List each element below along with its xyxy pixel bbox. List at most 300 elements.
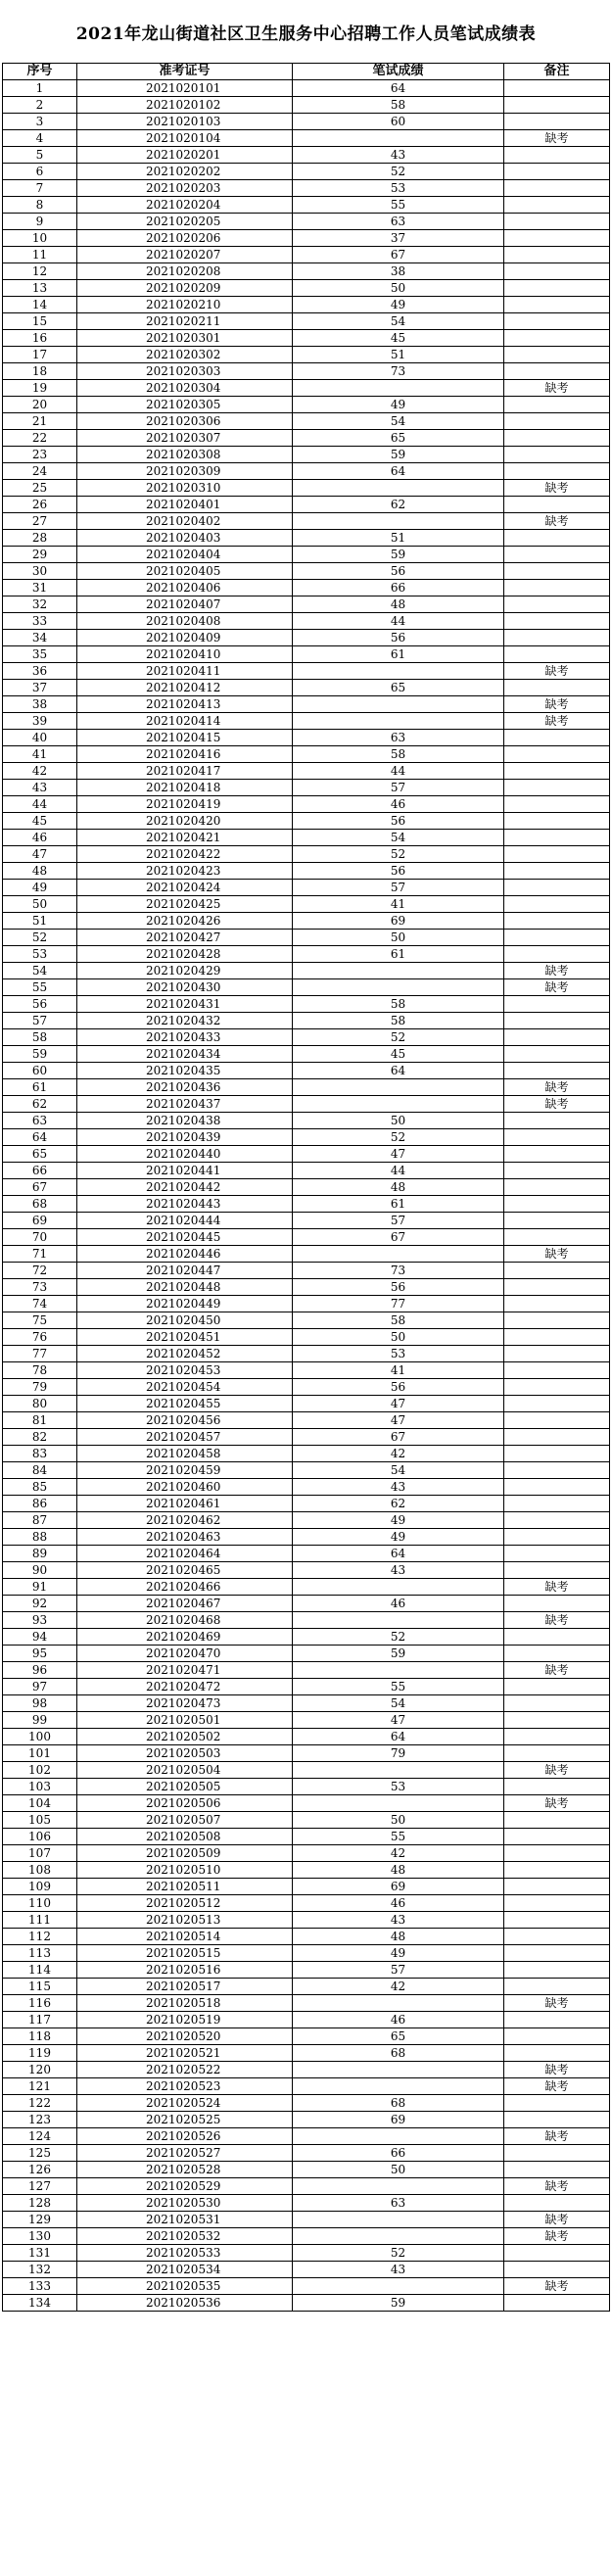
cell-remark bbox=[504, 613, 610, 630]
cell-written-score bbox=[293, 2128, 504, 2145]
cell-ticket-number: 2021020522 bbox=[77, 2062, 293, 2078]
cell-written-score bbox=[293, 979, 504, 996]
cell-remark bbox=[504, 313, 610, 330]
table-row bbox=[3, 1446, 610, 1462]
cell-ticket-number: 2021020501 bbox=[77, 1712, 293, 1729]
table-row bbox=[3, 913, 610, 930]
table-row bbox=[3, 147, 610, 164]
cell-remark bbox=[504, 630, 610, 646]
cell-written-score: 56 bbox=[293, 863, 504, 880]
cell-written-score: 58 bbox=[293, 1312, 504, 1329]
cell-remark bbox=[504, 2245, 610, 2262]
cell-written-score: 41 bbox=[293, 896, 504, 913]
cell-written-score: 65 bbox=[293, 680, 504, 696]
table-row bbox=[3, 996, 610, 1013]
cell-ticket-number: 2021020456 bbox=[77, 1412, 293, 1429]
cell-remark bbox=[504, 846, 610, 863]
cell-ticket-number: 2021020470 bbox=[77, 1646, 293, 1662]
cell-index: 83 bbox=[3, 1446, 77, 1462]
cell-ticket-number: 2021020441 bbox=[77, 1163, 293, 1179]
cell-index: 59 bbox=[3, 1046, 77, 1063]
cell-remark bbox=[504, 2262, 610, 2278]
table-row bbox=[3, 1346, 610, 1362]
cell-remark: 缺考 bbox=[504, 2128, 610, 2145]
table-row bbox=[3, 2012, 610, 2028]
cell-written-score: 47 bbox=[293, 1712, 504, 1729]
table-row bbox=[3, 1596, 610, 1612]
cell-ticket-number: 2021020201 bbox=[77, 147, 293, 164]
cell-remark bbox=[504, 913, 610, 930]
cell-remark bbox=[504, 1629, 610, 1646]
table-row bbox=[3, 596, 610, 613]
cell-ticket-number: 2021020409 bbox=[77, 630, 293, 646]
cell-written-score: 69 bbox=[293, 1879, 504, 1895]
table-row bbox=[3, 1013, 610, 1029]
cell-remark: 缺考 bbox=[504, 1662, 610, 1679]
cell-written-score: 65 bbox=[293, 430, 504, 447]
cell-written-score: 68 bbox=[293, 2095, 504, 2112]
cell-ticket-number: 2021020533 bbox=[77, 2245, 293, 2262]
header-index: 序号 bbox=[3, 64, 77, 80]
cell-ticket-number: 2021020206 bbox=[77, 230, 293, 247]
cell-index: 96 bbox=[3, 1662, 77, 1679]
cell-remark bbox=[504, 2095, 610, 2112]
cell-remark: 缺考 bbox=[504, 480, 610, 497]
table-row bbox=[3, 1529, 610, 1546]
cell-index: 72 bbox=[3, 1263, 77, 1279]
cell-remark bbox=[504, 1679, 610, 1695]
cell-written-score bbox=[293, 963, 504, 979]
table-row bbox=[3, 1462, 610, 1479]
cell-index: 36 bbox=[3, 663, 77, 680]
cell-remark: 缺考 bbox=[504, 1096, 610, 1113]
table-row bbox=[3, 247, 610, 263]
cell-index: 43 bbox=[3, 780, 77, 796]
cell-remark bbox=[504, 1812, 610, 1829]
cell-index: 67 bbox=[3, 1179, 77, 1196]
table-row bbox=[3, 330, 610, 347]
cell-written-score: 57 bbox=[293, 880, 504, 896]
cell-index: 86 bbox=[3, 1496, 77, 1512]
cell-index: 101 bbox=[3, 1745, 77, 1762]
table-row bbox=[3, 830, 610, 846]
cell-ticket-number: 2021020473 bbox=[77, 1695, 293, 1712]
table-row bbox=[3, 297, 610, 313]
cell-index: 74 bbox=[3, 1296, 77, 1312]
table-row bbox=[3, 447, 610, 463]
cell-written-score: 52 bbox=[293, 846, 504, 863]
table-row bbox=[3, 263, 610, 280]
cell-written-score: 49 bbox=[293, 397, 504, 413]
cell-remark bbox=[504, 1346, 610, 1362]
table-row bbox=[3, 646, 610, 663]
table-row bbox=[3, 1695, 610, 1712]
cell-index: 69 bbox=[3, 1213, 77, 1229]
table-row bbox=[3, 2078, 610, 2095]
cell-ticket-number: 2021020468 bbox=[77, 1612, 293, 1629]
cell-ticket-number: 2021020209 bbox=[77, 280, 293, 297]
cell-written-score bbox=[293, 1579, 504, 1596]
cell-index: 46 bbox=[3, 830, 77, 846]
cell-remark bbox=[504, 1412, 610, 1429]
cell-written-score: 57 bbox=[293, 1213, 504, 1229]
table-row bbox=[3, 1562, 610, 1579]
cell-ticket-number: 2021020424 bbox=[77, 880, 293, 896]
cell-written-score: 64 bbox=[293, 1063, 504, 1079]
cell-ticket-number: 2021020307 bbox=[77, 430, 293, 447]
cell-ticket-number: 2021020526 bbox=[77, 2128, 293, 2145]
cell-index: 22 bbox=[3, 430, 77, 447]
cell-ticket-number: 2021020414 bbox=[77, 713, 293, 730]
cell-index: 111 bbox=[3, 1912, 77, 1929]
cell-ticket-number: 2021020503 bbox=[77, 1745, 293, 1762]
cell-written-score: 69 bbox=[293, 2112, 504, 2128]
cell-written-score: 65 bbox=[293, 2028, 504, 2045]
cell-ticket-number: 2021020465 bbox=[77, 1562, 293, 1579]
cell-remark bbox=[504, 680, 610, 696]
cell-written-score bbox=[293, 1762, 504, 1779]
table-row bbox=[3, 547, 610, 563]
table-row bbox=[3, 513, 610, 530]
cell-remark bbox=[504, 497, 610, 513]
cell-remark bbox=[504, 1196, 610, 1213]
cell-written-score: 53 bbox=[293, 1779, 504, 1795]
cell-remark: 缺考 bbox=[504, 1579, 610, 1596]
table-row bbox=[3, 2162, 610, 2178]
cell-ticket-number: 2021020515 bbox=[77, 1945, 293, 1962]
cell-remark bbox=[504, 2195, 610, 2212]
cell-ticket-number: 2021020453 bbox=[77, 1362, 293, 1379]
table-row bbox=[3, 97, 610, 114]
cell-remark bbox=[504, 1845, 610, 1862]
cell-written-score: 56 bbox=[293, 1379, 504, 1396]
table-row bbox=[3, 979, 610, 996]
cell-written-score: 64 bbox=[293, 463, 504, 480]
cell-ticket-number: 2021020528 bbox=[77, 2162, 293, 2178]
table-row bbox=[3, 1196, 610, 1213]
cell-remark bbox=[504, 996, 610, 1013]
cell-ticket-number: 2021020208 bbox=[77, 263, 293, 280]
cell-remark: 缺考 bbox=[504, 2178, 610, 2195]
cell-written-score bbox=[293, 513, 504, 530]
table-row bbox=[3, 796, 610, 813]
cell-ticket-number: 2021020469 bbox=[77, 1629, 293, 1646]
cell-remark bbox=[504, 1013, 610, 1029]
cell-ticket-number: 2021020202 bbox=[77, 164, 293, 180]
cell-remark bbox=[504, 1945, 610, 1962]
cell-index: 99 bbox=[3, 1712, 77, 1729]
table-row bbox=[3, 114, 610, 130]
cell-index: 97 bbox=[3, 1679, 77, 1695]
cell-ticket-number: 2021020536 bbox=[77, 2295, 293, 2312]
cell-written-score: 53 bbox=[293, 1346, 504, 1362]
cell-index: 66 bbox=[3, 1163, 77, 1179]
table-row bbox=[3, 863, 610, 880]
cell-remark bbox=[504, 1446, 610, 1462]
cell-remark bbox=[504, 896, 610, 913]
cell-remark bbox=[504, 830, 610, 846]
cell-remark bbox=[504, 1263, 610, 1279]
cell-written-score bbox=[293, 480, 504, 497]
cell-ticket-number: 2021020452 bbox=[77, 1346, 293, 1362]
cell-remark bbox=[504, 813, 610, 830]
table-row bbox=[3, 746, 610, 763]
cell-index: 132 bbox=[3, 2262, 77, 2278]
cell-written-score: 52 bbox=[293, 2245, 504, 2262]
table-row bbox=[3, 1945, 610, 1962]
cell-written-score: 67 bbox=[293, 1229, 504, 1246]
cell-remark bbox=[504, 1512, 610, 1529]
cell-index: 16 bbox=[3, 330, 77, 347]
cell-index: 115 bbox=[3, 1979, 77, 1995]
table-row bbox=[3, 313, 610, 330]
cell-index: 103 bbox=[3, 1779, 77, 1795]
table-row bbox=[3, 1129, 610, 1146]
cell-remark bbox=[504, 1729, 610, 1745]
table-row bbox=[3, 1762, 610, 1779]
cell-index: 114 bbox=[3, 1962, 77, 1979]
cell-index: 47 bbox=[3, 846, 77, 863]
cell-index: 123 bbox=[3, 2112, 77, 2128]
cell-written-score: 46 bbox=[293, 1895, 504, 1912]
cell-ticket-number: 2021020466 bbox=[77, 1579, 293, 1596]
cell-index: 121 bbox=[3, 2078, 77, 2095]
cell-written-score bbox=[293, 1995, 504, 2012]
cell-index: 90 bbox=[3, 1562, 77, 1579]
table-row bbox=[3, 2245, 610, 2262]
table-row bbox=[3, 1279, 610, 1296]
cell-remark bbox=[504, 263, 610, 280]
table-row bbox=[3, 1329, 610, 1346]
table-row bbox=[3, 1312, 610, 1329]
cell-remark bbox=[504, 863, 610, 880]
table-row bbox=[3, 497, 610, 513]
cell-ticket-number: 2021020436 bbox=[77, 1079, 293, 1096]
cell-remark bbox=[504, 1179, 610, 1196]
cell-written-score: 47 bbox=[293, 1146, 504, 1163]
cell-remark bbox=[504, 80, 610, 97]
cell-index: 42 bbox=[3, 763, 77, 780]
table-row bbox=[3, 896, 610, 913]
cell-index: 119 bbox=[3, 2045, 77, 2062]
table-row bbox=[3, 1063, 610, 1079]
cell-ticket-number: 2021020458 bbox=[77, 1446, 293, 1462]
table-row bbox=[3, 1246, 610, 1263]
cell-written-score: 54 bbox=[293, 413, 504, 430]
cell-written-score: 61 bbox=[293, 1196, 504, 1213]
cell-written-score bbox=[293, 1795, 504, 1812]
cell-written-score: 51 bbox=[293, 530, 504, 547]
cell-index: 18 bbox=[3, 363, 77, 380]
table-row bbox=[3, 580, 610, 596]
table-row bbox=[3, 1163, 610, 1179]
cell-remark bbox=[504, 2012, 610, 2028]
cell-ticket-number: 2021020443 bbox=[77, 1196, 293, 1213]
cell-index: 56 bbox=[3, 996, 77, 1013]
cell-remark bbox=[504, 1929, 610, 1945]
cell-index: 38 bbox=[3, 696, 77, 713]
cell-remark: 缺考 bbox=[504, 380, 610, 397]
cell-remark bbox=[504, 596, 610, 613]
cell-ticket-number: 2021020103 bbox=[77, 114, 293, 130]
cell-ticket-number: 2021020529 bbox=[77, 2178, 293, 2195]
cell-ticket-number: 2021020531 bbox=[77, 2212, 293, 2228]
table-row bbox=[3, 2295, 610, 2312]
cell-remark: 缺考 bbox=[504, 1795, 610, 1812]
cell-written-score: 44 bbox=[293, 613, 504, 630]
table-row bbox=[3, 430, 610, 447]
table-row bbox=[3, 563, 610, 580]
cell-ticket-number: 2021020534 bbox=[77, 2262, 293, 2278]
table-row bbox=[3, 1612, 610, 1629]
table-row bbox=[3, 380, 610, 397]
cell-ticket-number: 2021020411 bbox=[77, 663, 293, 680]
table-row bbox=[3, 1646, 610, 1662]
cell-ticket-number: 2021020530 bbox=[77, 2195, 293, 2212]
cell-ticket-number: 2021020440 bbox=[77, 1146, 293, 1163]
cell-written-score: 57 bbox=[293, 780, 504, 796]
table-row bbox=[3, 1879, 610, 1895]
cell-remark bbox=[504, 1279, 610, 1296]
cell-ticket-number: 2021020460 bbox=[77, 1479, 293, 1496]
cell-ticket-number: 2021020426 bbox=[77, 913, 293, 930]
cell-written-score bbox=[293, 380, 504, 397]
cell-written-score: 68 bbox=[293, 2045, 504, 2062]
cell-written-score bbox=[293, 1612, 504, 1629]
cell-ticket-number: 2021020448 bbox=[77, 1279, 293, 1296]
cell-ticket-number: 2021020439 bbox=[77, 1129, 293, 1146]
cell-ticket-number: 2021020302 bbox=[77, 347, 293, 363]
cell-written-score: 56 bbox=[293, 630, 504, 646]
table-row bbox=[3, 1979, 610, 1995]
cell-remark: 缺考 bbox=[504, 979, 610, 996]
cell-index: 80 bbox=[3, 1396, 77, 1412]
cell-written-score: 49 bbox=[293, 297, 504, 313]
cell-written-score bbox=[293, 2212, 504, 2228]
cell-written-score: 49 bbox=[293, 1512, 504, 1529]
cell-ticket-number: 2021020451 bbox=[77, 1329, 293, 1346]
cell-remark bbox=[504, 230, 610, 247]
cell-index: 29 bbox=[3, 547, 77, 563]
table-row bbox=[3, 1995, 610, 2012]
cell-ticket-number: 2021020401 bbox=[77, 497, 293, 513]
cell-remark bbox=[504, 1429, 610, 1446]
cell-ticket-number: 2021020435 bbox=[77, 1063, 293, 1079]
cell-ticket-number: 2021020428 bbox=[77, 946, 293, 963]
cell-remark bbox=[504, 1779, 610, 1795]
cell-ticket-number: 2021020461 bbox=[77, 1496, 293, 1512]
cell-index: 57 bbox=[3, 1013, 77, 1029]
table-row bbox=[3, 946, 610, 963]
cell-ticket-number: 2021020467 bbox=[77, 1596, 293, 1612]
table-row bbox=[3, 2178, 610, 2195]
cell-ticket-number: 2021020418 bbox=[77, 780, 293, 796]
cell-ticket-number: 2021020301 bbox=[77, 330, 293, 347]
cell-remark bbox=[504, 247, 610, 263]
cell-remark: 缺考 bbox=[504, 2078, 610, 2095]
table-row bbox=[3, 1779, 610, 1795]
table-row bbox=[3, 1512, 610, 1529]
cell-written-score bbox=[293, 696, 504, 713]
table-row bbox=[3, 1046, 610, 1063]
table-row bbox=[3, 1479, 610, 1496]
cell-written-score: 52 bbox=[293, 164, 504, 180]
cell-ticket-number: 2021020524 bbox=[77, 2095, 293, 2112]
cell-remark bbox=[504, 2112, 610, 2128]
cell-index: 105 bbox=[3, 1812, 77, 1829]
table-row bbox=[3, 1829, 610, 1845]
table-row bbox=[3, 1496, 610, 1512]
cell-index: 125 bbox=[3, 2145, 77, 2162]
cell-written-score: 62 bbox=[293, 497, 504, 513]
cell-remark: 缺考 bbox=[504, 2228, 610, 2245]
cell-written-score: 49 bbox=[293, 1945, 504, 1962]
cell-written-score: 61 bbox=[293, 646, 504, 663]
cell-ticket-number: 2021020508 bbox=[77, 1829, 293, 1845]
cell-remark bbox=[504, 646, 610, 663]
cell-index: 98 bbox=[3, 1695, 77, 1712]
cell-index: 6 bbox=[3, 164, 77, 180]
table-row bbox=[3, 780, 610, 796]
header-written-score: 笔试成绩 bbox=[293, 64, 504, 80]
cell-remark: 缺考 bbox=[504, 1995, 610, 2012]
cell-remark bbox=[504, 580, 610, 596]
cell-written-score: 50 bbox=[293, 1329, 504, 1346]
cell-written-score: 67 bbox=[293, 1429, 504, 1446]
cell-ticket-number: 2021020445 bbox=[77, 1229, 293, 1246]
cell-ticket-number: 2021020433 bbox=[77, 1029, 293, 1046]
cell-written-score: 55 bbox=[293, 1679, 504, 1695]
cell-index: 129 bbox=[3, 2212, 77, 2228]
table-row bbox=[3, 846, 610, 863]
cell-ticket-number: 2021020472 bbox=[77, 1679, 293, 1695]
cell-index: 28 bbox=[3, 530, 77, 547]
cell-ticket-number: 2021020420 bbox=[77, 813, 293, 830]
cell-ticket-number: 2021020438 bbox=[77, 1113, 293, 1129]
cell-index: 71 bbox=[3, 1246, 77, 1263]
cell-ticket-number: 2021020457 bbox=[77, 1429, 293, 1446]
cell-written-score bbox=[293, 2062, 504, 2078]
table-row bbox=[3, 1179, 610, 1196]
cell-ticket-number: 2021020308 bbox=[77, 447, 293, 463]
cell-written-score: 66 bbox=[293, 2145, 504, 2162]
table-row bbox=[3, 180, 610, 197]
cell-ticket-number: 2021020423 bbox=[77, 863, 293, 880]
cell-index: 14 bbox=[3, 297, 77, 313]
cell-ticket-number: 2021020101 bbox=[77, 80, 293, 97]
cell-written-score: 37 bbox=[293, 230, 504, 247]
cell-remark bbox=[504, 1879, 610, 1895]
cell-written-score: 59 bbox=[293, 1646, 504, 1662]
cell-written-score bbox=[293, 130, 504, 147]
cell-index: 76 bbox=[3, 1329, 77, 1346]
table-row bbox=[3, 1362, 610, 1379]
cell-remark bbox=[504, 397, 610, 413]
cell-written-score: 61 bbox=[293, 946, 504, 963]
score-table bbox=[2, 63, 610, 2312]
cell-remark: 缺考 bbox=[504, 663, 610, 680]
cell-remark bbox=[504, 164, 610, 180]
cell-written-score: 42 bbox=[293, 1446, 504, 1462]
cell-written-score: 48 bbox=[293, 1179, 504, 1196]
cell-remark bbox=[504, 1862, 610, 1879]
table-row bbox=[3, 1146, 610, 1163]
cell-index: 79 bbox=[3, 1379, 77, 1396]
cell-ticket-number: 2021020407 bbox=[77, 596, 293, 613]
cell-written-score bbox=[293, 1662, 504, 1679]
table-row bbox=[3, 480, 610, 497]
cell-ticket-number: 2021020505 bbox=[77, 1779, 293, 1795]
